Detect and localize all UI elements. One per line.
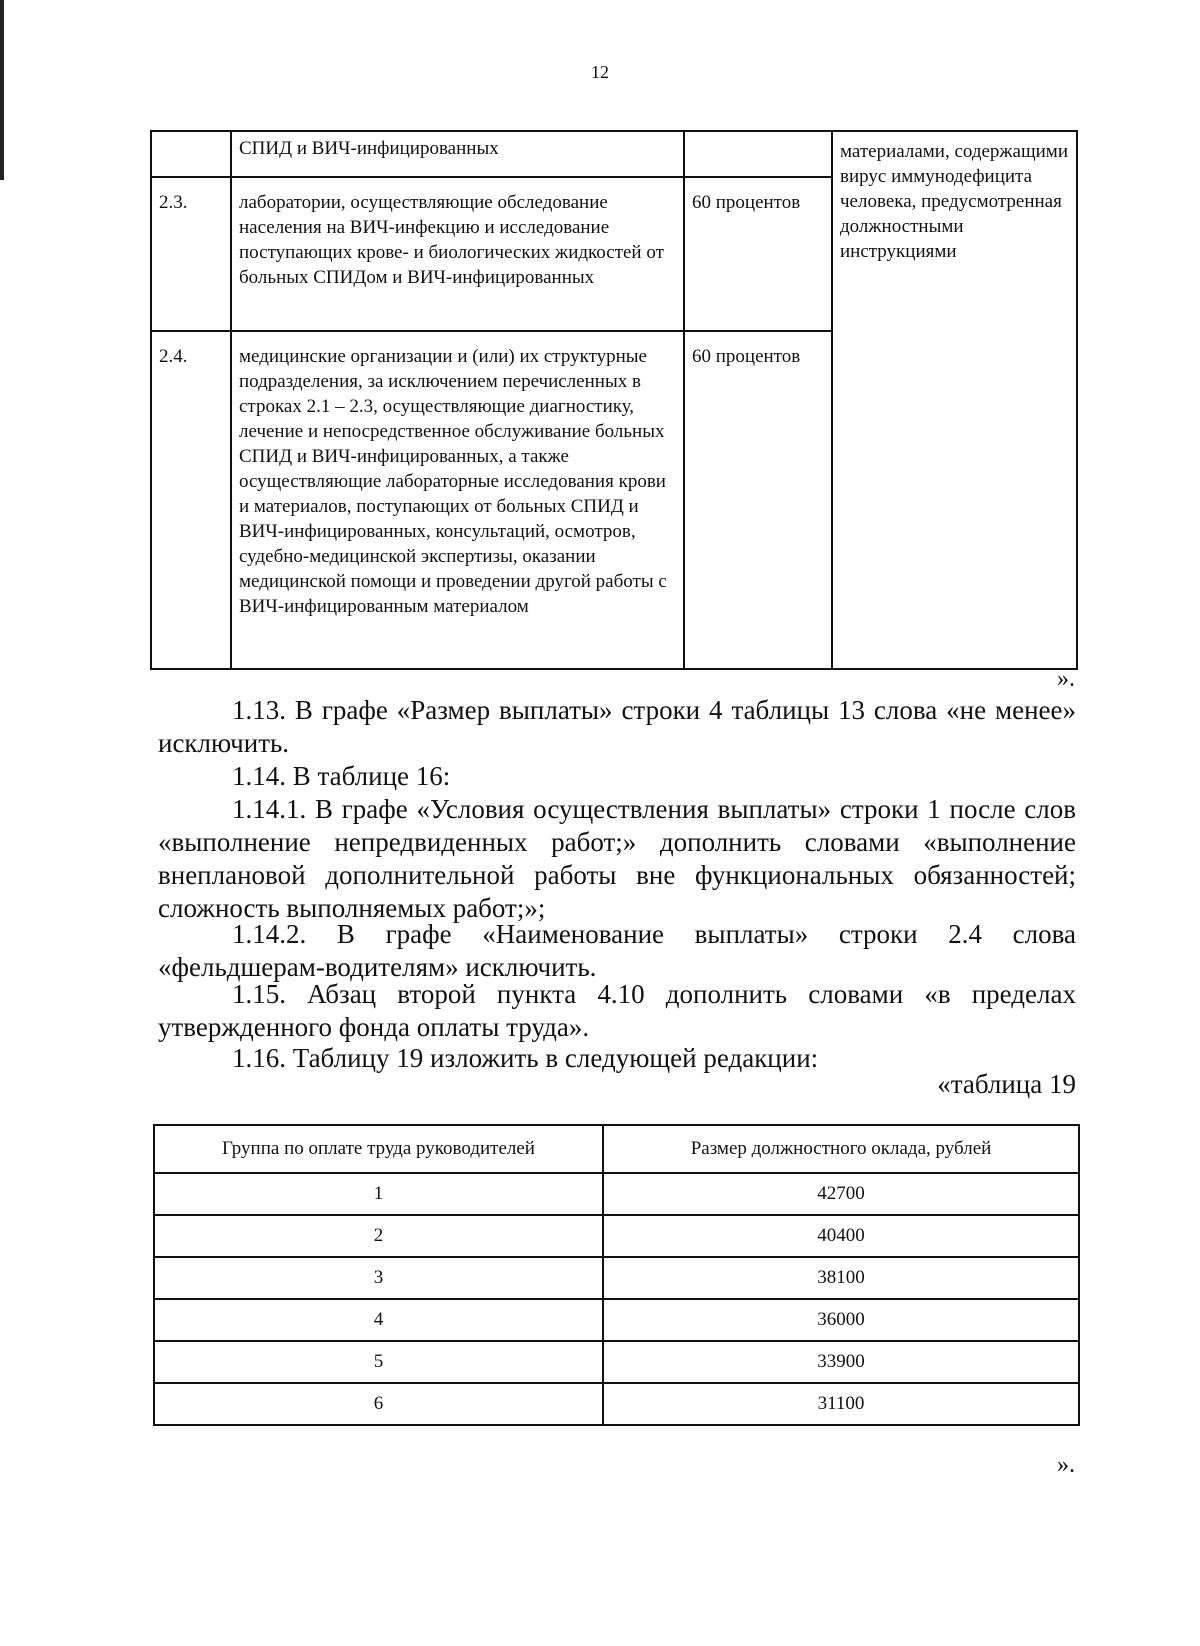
salary-cell: 42700 [603, 1173, 1079, 1215]
row-size: 60 процентов [684, 331, 832, 669]
table-header-row [154, 1125, 1079, 1173]
paragraph-1-14-1: 1.14.1. В графе «Условия осуществления выплаты» строки 1 после слов «выполнение непредвиденных работ;» дополнить словами «выполнение внеплановой дополнительной работы вне функциональных обязанностей; сложность выполняемых работ;»; [158, 794, 1076, 923]
table-row [154, 1383, 1079, 1425]
paragraph-1-15: 1.15. Абзац второй пункта 4.10 дополнить словами «в пределах утвержденного фонда оплаты труда». [158, 979, 1076, 1042]
salary-cell: 40400 [603, 1215, 1079, 1257]
column-header: Размер должностного оклада, рублей [603, 1125, 1079, 1173]
row-size: 60 процентов [684, 177, 832, 331]
row-text: медицинские организации и (или) их структурные подразделения, за исключением перечисленных в строках 2.1 – 2.3, осуществляющие диагностику, лечение и непосредственное обслуживание больных СПИД и ВИЧ-инфицированных, а также осуществляющие лабораторные исследования крови и материалов, поступающих от больных СПИД и ВИЧ-инфицированных, консультаций, осмотров, судебно-медицинской экспертизы, оказании медицинской помощи и проведении другой работы с ВИЧ-инфицированным материалом [231, 331, 684, 669]
group-cell: 2 [154, 1215, 603, 1257]
salary-cell: 36000 [603, 1299, 1079, 1341]
page-number: 12 [591, 62, 609, 82]
paragraph-1-14-2: 1.14.2. В графе «Наименование выплаты» строки 2.4 слова «фельдшерам-водителям» исключить. [158, 919, 1076, 982]
row-size [684, 131, 832, 177]
group-cell: 4 [154, 1299, 603, 1341]
salary-cell: 31100 [603, 1383, 1079, 1425]
salary-cell: 33900 [603, 1341, 1079, 1383]
table-19-label: «таблица 19 [937, 1069, 1076, 1099]
table-19 [153, 1124, 1080, 1426]
row-number: 2.4. [151, 331, 231, 669]
column-header: Группа по оплате труда руководителей [154, 1125, 603, 1173]
row-text: лаборатории, осуществляющие обследование населения на ВИЧ-инфекцию и исследование поступающих крове- и биологических жидкостей от больных СПИДом и ВИЧ-инфицированных [231, 177, 684, 331]
group-cell: 5 [154, 1341, 603, 1383]
table-continuation [150, 130, 1078, 670]
table-row [154, 1257, 1079, 1299]
paragraph-1-14: 1.14. В таблице 16: [232, 761, 451, 791]
payment-condition: материалами, содержащими вирус иммунодефицита человека, предусмотренная должностными инструкциями [832, 131, 1077, 669]
paragraph-1-16: 1.16. Таблицу 19 изложить в следующей редакции: [232, 1043, 819, 1073]
paragraph-1-13: 1.13. В графе «Размер выплаты» строки 4 таблицы 13 слова «не менее» исключить. [158, 695, 1076, 758]
table-row [154, 1341, 1079, 1383]
group-cell: 1 [154, 1173, 603, 1215]
closing-quote: ». [1057, 666, 1075, 692]
group-cell: 3 [154, 1257, 603, 1299]
salary-cell: 38100 [603, 1257, 1079, 1299]
table-row [154, 1215, 1079, 1257]
row-number [151, 131, 231, 177]
row-text: СПИД и ВИЧ-инфицированных [231, 131, 684, 177]
closing-quote: ». [1057, 1452, 1075, 1478]
group-cell: 6 [154, 1383, 603, 1425]
row-number: 2.3. [151, 177, 231, 331]
scan-edge [0, 0, 4, 180]
table-row [154, 1299, 1079, 1341]
table-row [154, 1173, 1079, 1215]
table-row [151, 131, 1077, 177]
